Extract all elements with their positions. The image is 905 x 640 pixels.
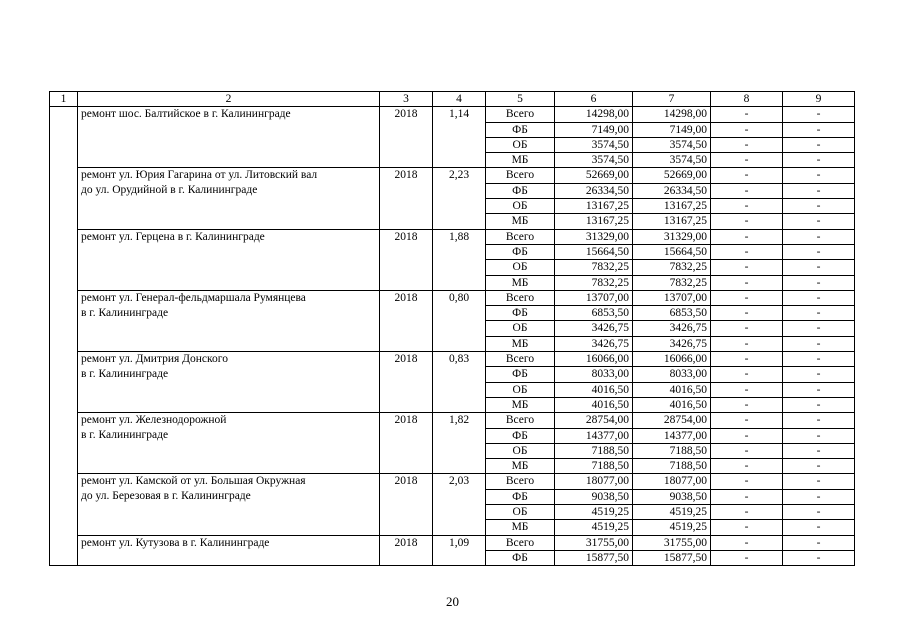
amount-cell-6: 16066,00 (555, 352, 633, 367)
funding-source-cell: Всего (486, 168, 555, 183)
header-cell-4: 4 (433, 92, 486, 107)
amount-cell-7: 28754,00 (633, 413, 711, 428)
amount-cell-7: 14298,00 (633, 107, 711, 122)
amount-cell-6: 7832,25 (555, 260, 633, 275)
amount-cell-7: 15877,50 (633, 550, 711, 565)
amount-cell-8: - (711, 535, 783, 550)
amount-cell-7: 13167,25 (633, 199, 711, 214)
year-cell: 2018 (380, 413, 433, 474)
amount-cell-7: 3574,50 (633, 153, 711, 168)
amount-cell-8: - (711, 474, 783, 489)
amount-cell-9: - (783, 275, 855, 290)
object-name-line: ремонт ул. Железнодорожной (81, 414, 227, 427)
amount-cell-8: - (711, 290, 783, 305)
funding-source-cell: Всего (486, 352, 555, 367)
amount-cell-9: - (783, 352, 855, 367)
amount-cell-9: - (783, 122, 855, 137)
amount-cell-8: - (711, 168, 783, 183)
table-row (50, 352, 855, 367)
length-cell: 1,09 (433, 535, 486, 566)
amount-cell-6: 15877,50 (555, 550, 633, 565)
length-cell: 1,14 (433, 107, 486, 168)
amount-cell-6: 3426,75 (555, 336, 633, 351)
amount-cell-7: 7188,50 (633, 459, 711, 474)
amount-cell-9: - (783, 199, 855, 214)
amount-cell-7: 4016,50 (633, 397, 711, 412)
table-row (50, 535, 855, 550)
amount-cell-9: - (783, 535, 855, 550)
amount-cell-8: - (711, 199, 783, 214)
funding-source-cell: Всего (486, 290, 555, 305)
length-cell: 1,88 (433, 229, 486, 290)
amount-cell-6: 7149,00 (555, 122, 633, 137)
object-name-cell (78, 229, 380, 290)
year-cell: 2018 (380, 352, 433, 413)
funding-source-cell: МБ (486, 459, 555, 474)
funding-source-cell: ФБ (486, 244, 555, 259)
amount-cell-7: 4519,25 (633, 520, 711, 535)
amount-cell-8: - (711, 153, 783, 168)
object-name-cell (78, 535, 380, 566)
funding-source-cell: ФБ (486, 306, 555, 321)
amount-cell-8: - (711, 459, 783, 474)
amount-cell-8: - (711, 520, 783, 535)
amount-cell-7: 3426,75 (633, 321, 711, 336)
amount-cell-8: - (711, 229, 783, 244)
amount-cell-9: - (783, 550, 855, 565)
amount-cell-9: - (783, 214, 855, 229)
amount-cell-9: - (783, 137, 855, 152)
object-name-line: до ул. Березовая в г. Калининграде (81, 490, 251, 503)
amount-cell-7: 31755,00 (633, 535, 711, 550)
header-cell-2: 2 (78, 92, 380, 107)
funding-source-cell: Всего (486, 413, 555, 428)
object-name-line: до ул. Орудийной в г. Калининграде (81, 184, 258, 197)
amount-cell-8: - (711, 260, 783, 275)
amount-cell-9: - (783, 505, 855, 520)
amount-cell-6: 18077,00 (555, 474, 633, 489)
amount-cell-9: - (783, 336, 855, 351)
funding-source-cell: МБ (486, 214, 555, 229)
amount-cell-7: 16066,00 (633, 352, 711, 367)
funding-source-cell: ОБ (486, 505, 555, 520)
amount-cell-6: 13167,25 (555, 199, 633, 214)
page-number: 20 (446, 594, 459, 609)
length-cell: 2,23 (433, 168, 486, 229)
funding-source-cell: ФБ (486, 489, 555, 504)
amount-cell-7: 7832,25 (633, 260, 711, 275)
row-index-cell (50, 107, 78, 566)
amount-cell-8: - (711, 428, 783, 443)
amount-cell-9: - (783, 306, 855, 321)
amount-cell-6: 4016,50 (555, 382, 633, 397)
amount-cell-8: - (711, 321, 783, 336)
amount-cell-6: 3574,50 (555, 153, 633, 168)
amount-cell-9: - (783, 107, 855, 122)
object-name-line: ремонт ул. Юрия Гагарина от ул. Литовский вал (81, 169, 318, 182)
funding-source-cell: Всего (486, 474, 555, 489)
amount-cell-9: - (783, 382, 855, 397)
amount-cell-9: - (783, 367, 855, 382)
amount-cell-7: 31329,00 (633, 229, 711, 244)
amount-cell-9: - (783, 290, 855, 305)
amount-cell-6: 15664,50 (555, 244, 633, 259)
amount-cell-7: 8033,00 (633, 367, 711, 382)
funding-source-cell: ФБ (486, 183, 555, 198)
amount-cell-8: - (711, 443, 783, 458)
object-name-cell (78, 474, 380, 535)
amount-cell-7: 3574,50 (633, 137, 711, 152)
amount-cell-8: - (711, 214, 783, 229)
header-cell-5: 5 (486, 92, 555, 107)
funding-source-cell: ФБ (486, 428, 555, 443)
amount-cell-7: 14377,00 (633, 428, 711, 443)
amount-cell-7: 7832,25 (633, 275, 711, 290)
amount-cell-7: 52669,00 (633, 168, 711, 183)
amount-cell-7: 4519,25 (633, 505, 711, 520)
table-row (50, 107, 855, 122)
amount-cell-6: 3574,50 (555, 137, 633, 152)
amount-cell-6: 8033,00 (555, 367, 633, 382)
funding-source-cell: ОБ (486, 137, 555, 152)
table-row (50, 229, 855, 244)
amount-cell-8: - (711, 367, 783, 382)
amount-cell-9: - (783, 489, 855, 504)
object-name-line: в г. Калининграде (81, 368, 169, 381)
amount-cell-9: - (783, 244, 855, 259)
amount-cell-6: 4519,25 (555, 505, 633, 520)
object-name-cell (78, 413, 380, 474)
amount-cell-7: 6853,50 (633, 306, 711, 321)
table-row (50, 474, 855, 489)
object-name-line: в г. Калининграде (81, 306, 169, 319)
amount-cell-8: - (711, 122, 783, 137)
funding-source-cell: ФБ (486, 550, 555, 565)
amount-cell-9: - (783, 459, 855, 474)
header-row (50, 92, 855, 107)
amount-cell-7: 13707,00 (633, 290, 711, 305)
amount-cell-6: 13167,25 (555, 214, 633, 229)
amount-cell-8: - (711, 489, 783, 504)
header-cell-8: 8 (711, 92, 783, 107)
object-name-cell (78, 352, 380, 413)
amount-cell-8: - (711, 336, 783, 351)
amount-cell-9: - (783, 428, 855, 443)
funding-source-cell: МБ (486, 520, 555, 535)
amount-cell-9: - (783, 321, 855, 336)
funding-source-cell: ОБ (486, 321, 555, 336)
object-name-line: ремонт ул. Кутузова в г. Калининграде (81, 536, 270, 549)
amount-cell-6: 3426,75 (555, 321, 633, 336)
table-row (50, 168, 855, 183)
year-cell: 2018 (380, 107, 433, 168)
funding-source-cell: ОБ (486, 199, 555, 214)
length-cell: 1,82 (433, 413, 486, 474)
amount-cell-6: 28754,00 (555, 413, 633, 428)
header-cell-1: 1 (50, 92, 78, 107)
amount-cell-7: 9038,50 (633, 489, 711, 504)
amount-cell-8: - (711, 275, 783, 290)
amount-cell-9: - (783, 443, 855, 458)
amount-cell-6: 13707,00 (555, 290, 633, 305)
amount-cell-9: - (783, 229, 855, 244)
amount-cell-9: - (783, 413, 855, 428)
funding-source-cell: ФБ (486, 122, 555, 137)
amount-cell-6: 26334,50 (555, 183, 633, 198)
amount-cell-9: - (783, 183, 855, 198)
year-cell: 2018 (380, 474, 433, 535)
amount-cell-7: 15664,50 (633, 244, 711, 259)
funding-source-cell: ОБ (486, 382, 555, 397)
amount-cell-6: 4519,25 (555, 520, 633, 535)
funding-source-cell: Всего (486, 535, 555, 550)
amount-cell-8: - (711, 413, 783, 428)
object-name-line: ремонт ул. Дмитрия Донского (81, 353, 228, 366)
amount-cell-9: - (783, 260, 855, 275)
funding-source-cell: ОБ (486, 260, 555, 275)
object-name-line: ремонт ул. Генерал-фельдмаршала Румянцева (81, 291, 306, 304)
year-cell: 2018 (380, 168, 433, 229)
amount-cell-9: - (783, 153, 855, 168)
funding-source-cell: МБ (486, 153, 555, 168)
table-row (50, 413, 855, 428)
object-name-line: ремонт ул. Герцена в г. Калининграде (81, 230, 265, 243)
funding-source-cell: Всего (486, 107, 555, 122)
year-cell: 2018 (380, 290, 433, 351)
funding-source-cell: Всего (486, 229, 555, 244)
amount-cell-8: - (711, 550, 783, 565)
funding-source-cell: ОБ (486, 443, 555, 458)
amount-cell-9: - (783, 474, 855, 489)
amount-cell-6: 31329,00 (555, 229, 633, 244)
year-cell: 2018 (380, 229, 433, 290)
amount-cell-7: 7188,50 (633, 443, 711, 458)
table-body (50, 92, 855, 566)
amount-cell-6: 31755,00 (555, 535, 633, 550)
amount-cell-9: - (783, 397, 855, 412)
amount-cell-7: 26334,50 (633, 183, 711, 198)
length-cell: 2,03 (433, 474, 486, 535)
budget-table (49, 91, 855, 566)
amount-cell-6: 7188,50 (555, 443, 633, 458)
amount-cell-7: 4016,50 (633, 382, 711, 397)
object-name-cell (78, 107, 380, 168)
object-name-cell (78, 168, 380, 229)
amount-cell-6: 7832,25 (555, 275, 633, 290)
amount-cell-6: 14298,00 (555, 107, 633, 122)
amount-cell-6: 7188,50 (555, 459, 633, 474)
funding-source-cell: МБ (486, 275, 555, 290)
amount-cell-6: 52669,00 (555, 168, 633, 183)
amount-cell-8: - (711, 137, 783, 152)
header-cell-3: 3 (380, 92, 433, 107)
amount-cell-8: - (711, 397, 783, 412)
year-cell: 2018 (380, 535, 433, 566)
length-cell: 0,80 (433, 290, 486, 351)
table-row (50, 290, 855, 305)
object-name-cell (78, 290, 380, 351)
amount-cell-6: 14377,00 (555, 428, 633, 443)
funding-source-cell: МБ (486, 336, 555, 351)
amount-cell-9: - (783, 520, 855, 535)
funding-source-cell: ФБ (486, 367, 555, 382)
amount-cell-7: 13167,25 (633, 214, 711, 229)
amount-cell-8: - (711, 352, 783, 367)
funding-source-cell: МБ (486, 397, 555, 412)
amount-cell-8: - (711, 107, 783, 122)
object-name-line: ремонт ул. Камской от ул. Большая Окружная (81, 475, 306, 488)
amount-cell-6: 9038,50 (555, 489, 633, 504)
amount-cell-6: 6853,50 (555, 306, 633, 321)
length-cell: 0,83 (433, 352, 486, 413)
amount-cell-8: - (711, 382, 783, 397)
amount-cell-8: - (711, 244, 783, 259)
amount-cell-7: 7149,00 (633, 122, 711, 137)
amount-cell-9: - (783, 168, 855, 183)
header-cell-6: 6 (555, 92, 633, 107)
header-cell-9: 9 (783, 92, 855, 107)
amount-cell-7: 3426,75 (633, 336, 711, 351)
amount-cell-7: 18077,00 (633, 474, 711, 489)
object-name-line: в г. Калининграде (81, 429, 169, 442)
amount-cell-8: - (711, 306, 783, 321)
object-name-line: ремонт шос. Балтийское в г. Калининграде (81, 108, 291, 121)
amount-cell-8: - (711, 183, 783, 198)
amount-cell-8: - (711, 505, 783, 520)
amount-cell-6: 4016,50 (555, 397, 633, 412)
header-cell-7: 7 (633, 92, 711, 107)
